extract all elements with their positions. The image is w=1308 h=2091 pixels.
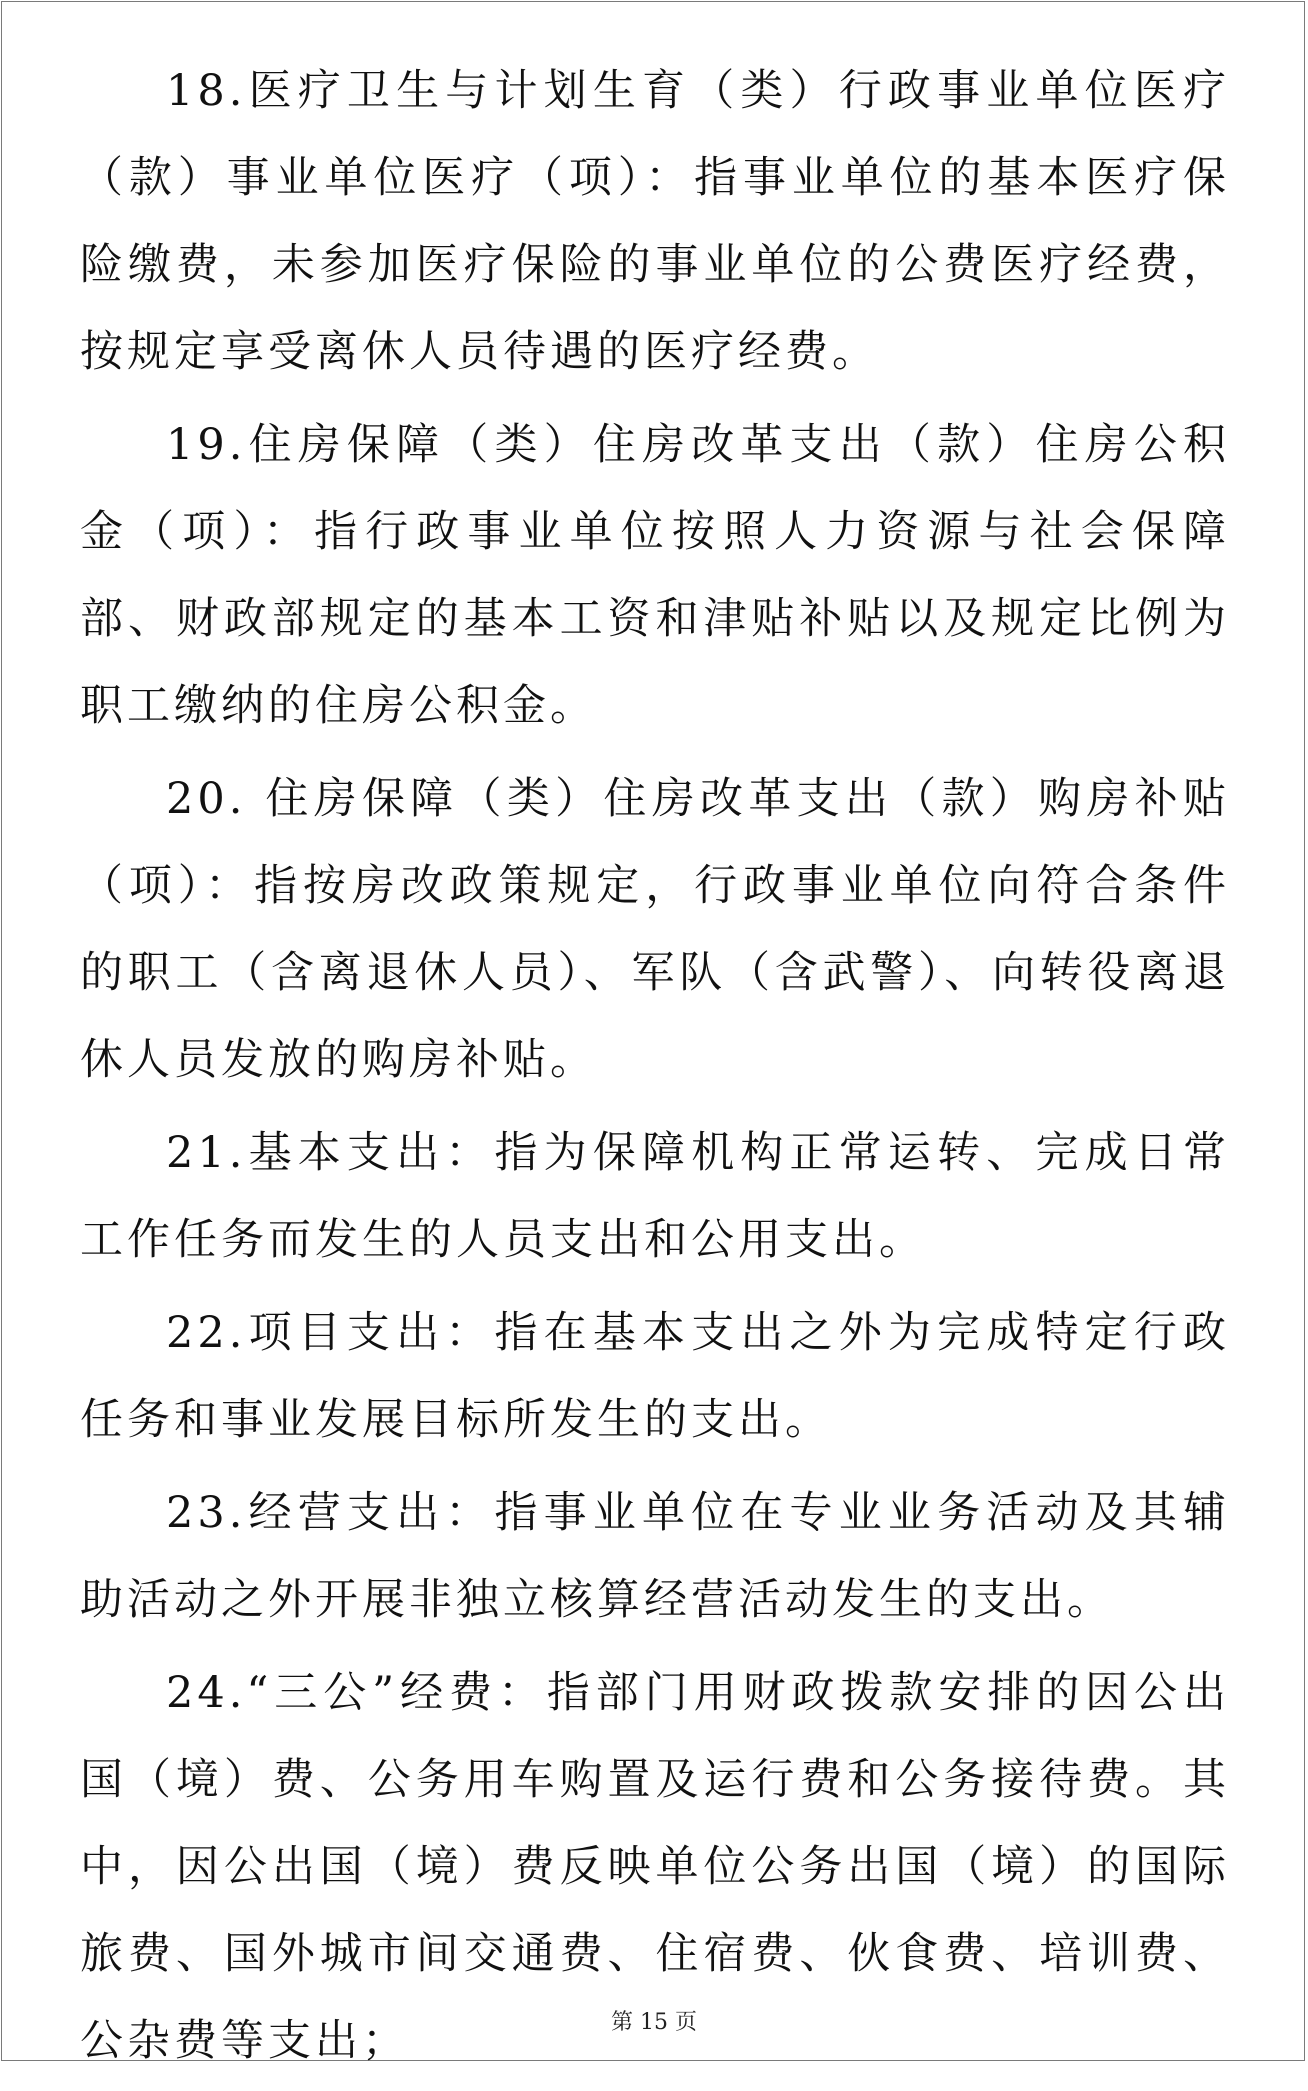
paragraph-item-22: 22.项目支出：指在基本支出之外为完成特定行政任务和事业发展目标所发生的支出。 [80, 1308, 1230, 1445]
paragraph-item-19: 19.住房保障（类）住房改革支出（款）住房公积金（项）：指行政事业单位按照人力资源与社会保障部、财政部规定的基本工资和津贴补贴以及规定比例为职工缴纳的住房公积金。 [80, 420, 1230, 731]
paragraph-item-18: 18.医疗卫生与计划生育（类）行政事业单位医疗（款）事业单位医疗（项）：指事业单位的基本医疗保险缴费，未参加医疗保险的事业单位的公费医疗经费，按规定享受离休人员待遇的医疗经费。 [80, 66, 1230, 377]
paragraph-item-21: 21.基本支出：指为保障机构正常运转、完成日常工作任务而发生的人员支出和公用支出。 [80, 1128, 1230, 1265]
paragraph-item-23: 23.经营支出：指事业单位在专业业务活动及其辅助活动之外开展非独立核算经营活动发生的支出。 [80, 1488, 1230, 1625]
document-body [80, 48, 1230, 2091]
paragraph-item-20: 20. 住房保障（类）住房改革支出（款）购房补贴（项）：指按房改政策规定，行政事业单位向符合条件的职工（含离退休人员）、军队（含武警）、向转役离退休人员发放的购房补贴。 [80, 774, 1230, 1085]
paragraph-item-24: 24.“三公”经费：指部门用财政拨款安排的因公出国（境）费、公务用车购置及运行费和公务接待费。其中，因公出国（境）费反映单位公务出国（境）的国际旅费、国外城市间交通费、住宿费、伙食费、培训费、公杂费等支出； [80, 1668, 1230, 2066]
page-number: 第 15 页 [611, 2010, 697, 2035]
